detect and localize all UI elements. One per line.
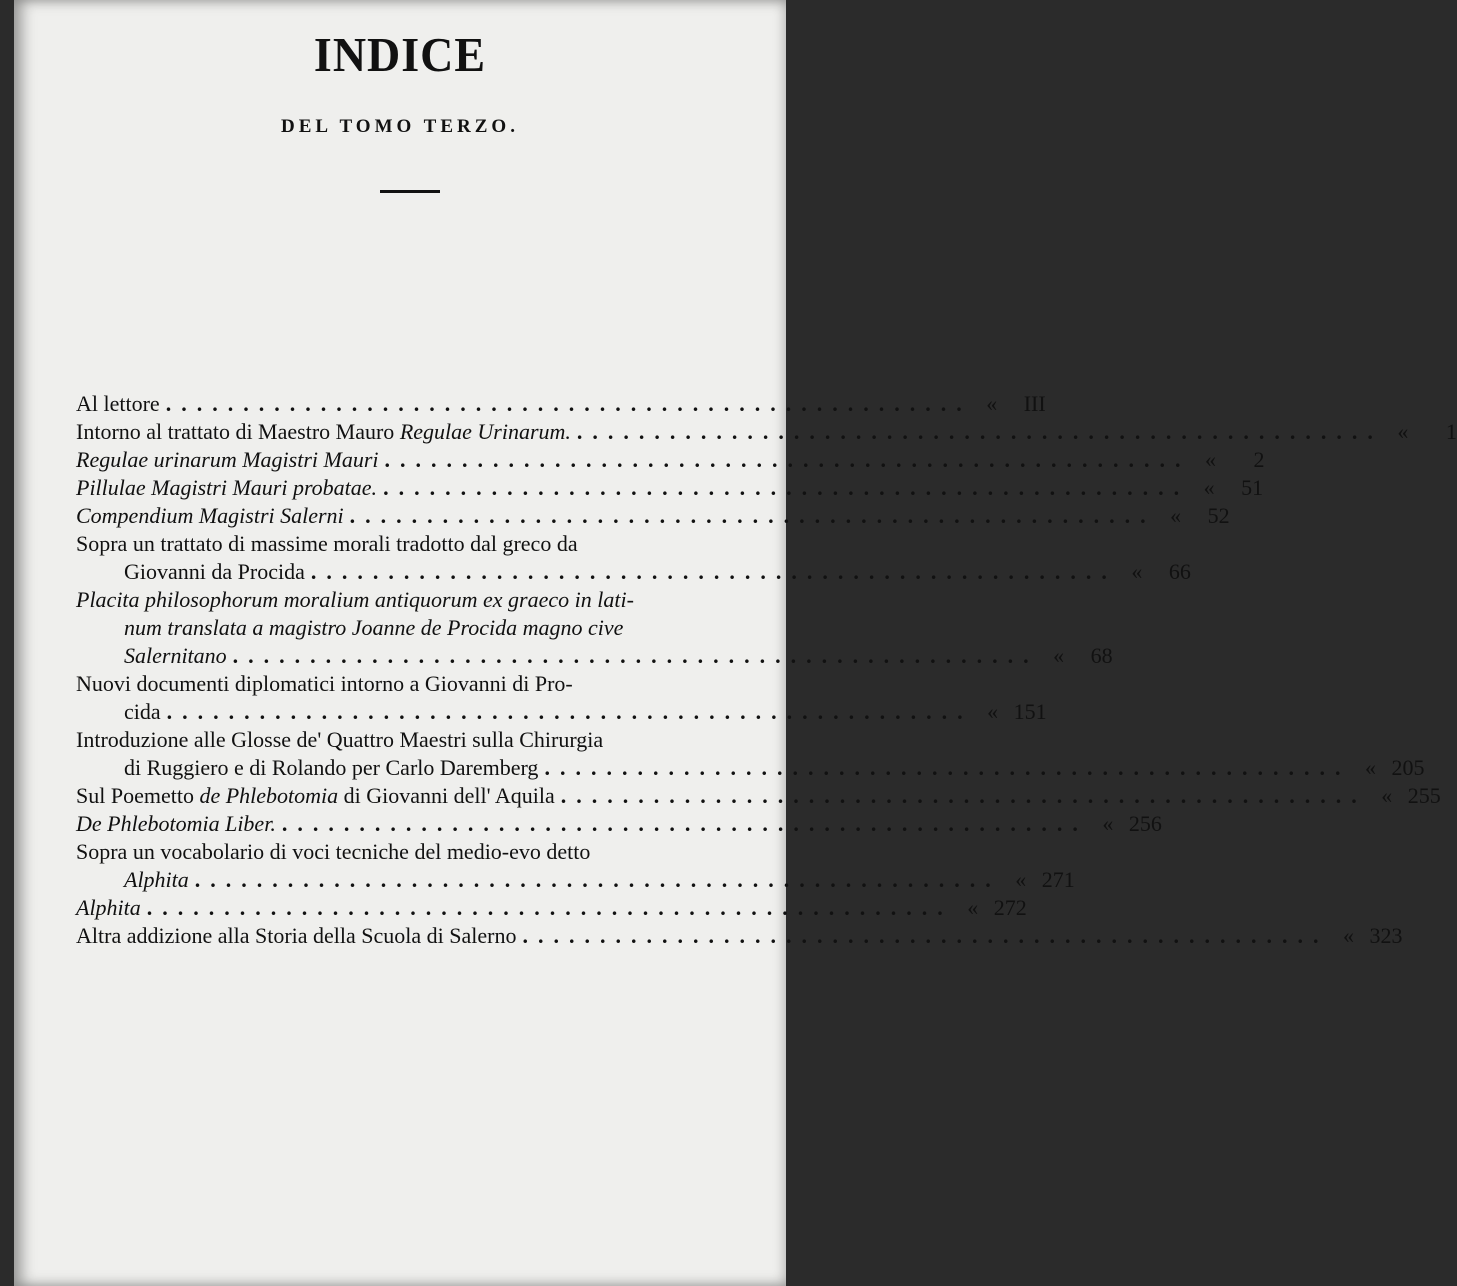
toc-entry-title: Nuovi documenti diplomatici intorno a Giovanni di Pro-: [76, 671, 573, 696]
toc-entry-title: Placita philosophorum moralium antiquorum ex graeco in lati-: [76, 587, 634, 612]
page-number: 271: [1041, 867, 1075, 892]
leader-dots: ....................................................: [522, 923, 1329, 948]
toc-entry-line: [76, 838, 758, 866]
toc-entry-title-italic: Regulae Urinarum.: [399, 419, 571, 444]
page-number: 1: [1445, 419, 1457, 444]
toc-entry: [76, 446, 1265, 474]
page-number: 66: [1168, 559, 1191, 584]
page-number: 68: [1090, 643, 1113, 668]
toc-entry-title: Compendium Magistri Salerni: [76, 503, 344, 528]
leader-dots: ....................................................: [166, 699, 973, 724]
guillemet: «: [1015, 867, 1027, 892]
toc-entry: [76, 502, 1230, 530]
toc-entry-title-cont: cida: [124, 699, 161, 724]
toc-entry: [76, 390, 1046, 418]
page-number: 205: [1391, 755, 1425, 780]
toc-entry-title-part: Sul Poemetto: [76, 783, 200, 808]
page-number: 323: [1369, 923, 1403, 948]
guillemet: «: [1203, 475, 1215, 500]
toc-entry-line: [76, 586, 758, 614]
toc-entry-title: Introduzione alle Glosse de' Quattro Maestri sulla Chirurgia: [76, 727, 604, 752]
toc-entry-title-part: di Giovanni dell' Aquila: [338, 783, 555, 808]
toc-entry-title-cont: Salernitano: [124, 643, 227, 668]
toc-entry-title: [76, 418, 571, 446]
toc-entry-title: [76, 782, 555, 810]
guillemet: «: [1364, 755, 1376, 780]
toc-entry-line: [76, 726, 758, 754]
toc-entry-line: [76, 866, 1075, 894]
leader-dots: ....................................................: [194, 867, 1001, 892]
page-number: 51: [1241, 475, 1264, 500]
guillemet: «: [1102, 811, 1114, 836]
guillemet: «: [1131, 559, 1143, 584]
guillemet: «: [1170, 503, 1182, 528]
toc-entry-title-cont: num translata a magistro Joanne de Procida magno cive: [124, 615, 624, 640]
leader-dots: ....................................................: [560, 783, 1367, 808]
leader-dots: ....................................................: [544, 755, 1351, 780]
toc-entry-line: [76, 670, 758, 698]
toc-entry-title: Al lettore: [76, 391, 160, 416]
toc-entry-title-italic: de Phlebotomia: [199, 783, 339, 808]
toc-entry-line: [76, 614, 758, 642]
guillemet: «: [1205, 447, 1216, 472]
toc-entry: [76, 418, 1457, 446]
toc-entry-title: Alphita: [76, 895, 141, 920]
page-number: 52: [1207, 503, 1230, 528]
toc-entry-title-part: Intorno al trattato di Maestro Mauro: [76, 419, 400, 444]
toc-entry-line: [76, 754, 1425, 782]
page-number: 256: [1128, 811, 1162, 836]
toc-entry-title: De Phlebotomia Liber.: [76, 811, 276, 836]
toc-entry: [76, 782, 1441, 810]
table-of-contents: [76, 390, 1457, 950]
leader-dots: ....................................................: [384, 447, 1191, 472]
page-number: 2: [1253, 447, 1265, 472]
toc-entry: [76, 894, 1027, 922]
title-rule: [380, 190, 440, 193]
guillemet: «: [1053, 643, 1065, 668]
leader-dots: ....................................................: [146, 895, 953, 920]
toc-entry: [76, 726, 1425, 782]
toc-entry-title-cont: di Ruggiero e di Rolando per Carlo Daremberg: [124, 755, 539, 780]
page-number: 151: [1013, 699, 1047, 724]
guillemet: «: [1342, 923, 1354, 948]
page-number: III: [1023, 391, 1046, 416]
toc-entry-title: Sopra un vocabolario di voci tecniche del medio-evo detto: [76, 839, 591, 864]
guillemet: «: [987, 699, 999, 724]
guillemet: «: [986, 391, 998, 416]
book-page: [14, 0, 1457, 1286]
toc-entry-title: Regulae urinarum Magistri Mauri: [76, 447, 379, 472]
toc-entry: [76, 922, 1403, 950]
leader-dots: ....................................................: [232, 643, 1039, 668]
toc-entry-line: [76, 558, 1191, 586]
leader-dots: ....................................................: [281, 811, 1088, 836]
page-title: INDICE: [313, 27, 487, 82]
toc-entry: [76, 810, 1162, 838]
toc-entry-title-cont: Giovanni da Procida: [124, 559, 305, 584]
toc-entry-title-cont: Alphita: [124, 867, 189, 892]
page-number: 272: [993, 895, 1027, 920]
toc-entry-title: Pillulae Magistri Mauri probatae.: [76, 475, 378, 500]
toc-entry: [76, 586, 1113, 670]
guillemet: «: [967, 895, 979, 920]
guillemet: «: [1381, 783, 1393, 808]
leader-dots: ....................................................: [576, 419, 1383, 444]
leader-dots: ....................................................: [165, 391, 972, 416]
toc-entry: [76, 670, 1047, 726]
page-number: 255: [1407, 783, 1441, 808]
toc-entry-title: Sopra un trattato di massime morali tradotto dal greco da: [76, 531, 578, 556]
toc-entry: [76, 838, 1075, 894]
toc-entry-title: Altra addizione alla Storia della Scuola di Salerno: [76, 923, 517, 948]
toc-entry-line: [76, 642, 1113, 670]
guillemet: «: [1397, 419, 1409, 444]
toc-entry-line: [76, 698, 1047, 726]
toc-entry-line: [76, 530, 758, 558]
leader-dots: ....................................................: [349, 503, 1156, 528]
toc-entry: [76, 530, 1191, 586]
leader-dots: ....................................................: [310, 559, 1117, 584]
leader-dots: ....................................................: [383, 475, 1190, 500]
page-subtitle: DEL TOMO TERZO.: [281, 116, 519, 137]
toc-entry: [76, 474, 1264, 502]
